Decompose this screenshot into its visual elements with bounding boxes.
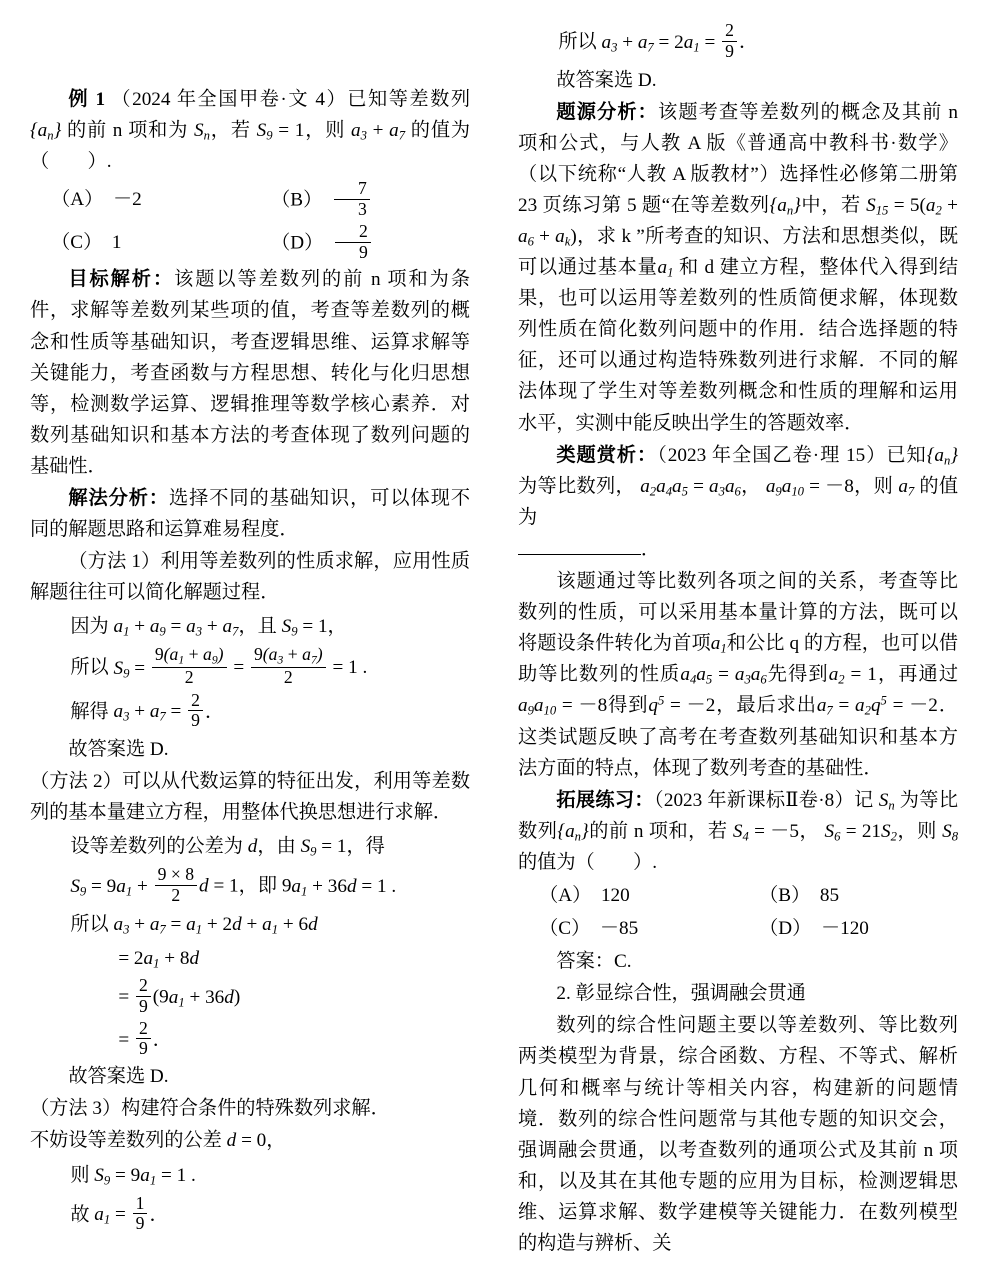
step-prefix: 设等差数列的公差为: [70, 836, 243, 858]
step-mid: ，且: [238, 616, 277, 638]
extension-label: 拓展练习：: [556, 789, 654, 811]
step-prefix: 所以: [70, 913, 109, 935]
method-2-step-6: = $\frac{2}{9}$ ．: [118, 1017, 172, 1059]
choice-a-label: （A）: [51, 189, 94, 210]
extension-text-2: 为等比数列: [518, 789, 959, 842]
right-column: [518, 10, 958, 1275]
extension-text-4: ，: [798, 820, 820, 842]
extension-choice-a-value: 120: [600, 884, 630, 906]
source-analysis-text-4: 和 d 建立方程，整体代入得到结果，也可以运用等差数列的性质简便求解，体现数列性质在简化数列问题中的作用．结合选择题的特征，还可以通过构造特殊数列进行求解．不同的解法体现了学生对等差数列概念和性质的理解和运用水平，实测中能反映出学生的答题效率．: [518, 257, 959, 434]
method-3-step-3: 故 $a_1$ = $\frac{1}{9}$ ．: [70, 1192, 169, 1234]
method-2-step-5: = $\frac{2}{9}$ $(9a_1 + 36d)$: [118, 975, 241, 1016]
similar-text-3: ，则: [853, 475, 894, 497]
step-prefix: 则: [70, 1164, 90, 1186]
extension-choice-a-label: （A）: [539, 884, 582, 906]
similar-analysis-1: 该题通过等比数列各项之间的关系，考查等比数列的性质，可以采用基本量计算的方法，既可以将题设条件转化为首项: [518, 571, 958, 655]
method-2-step-1: 设等差数列的公差为 d，由 $S_9 = 1$，得: [70, 836, 385, 859]
choice-c-label: （C）: [51, 231, 93, 253]
similar-analysis-2: 和公比 q 的方程，也可以借助等比数列的性质: [518, 633, 959, 686]
choice-d-value: $\frac{2}{9}$: [335, 222, 371, 263]
step-mid: ，即: [238, 876, 278, 898]
right-answer-d: 故答案选 D.: [556, 69, 657, 91]
step-suffix: ，得: [346, 836, 385, 858]
choice-b-label: （B）: [271, 189, 313, 211]
extension-choice-c-value: －85: [599, 918, 639, 940]
example-label: 例 1: [68, 89, 106, 110]
method-2-step-3: 所以 $a_3 + a_7 = a_1 + 2d + a_1 + 6d$: [70, 913, 318, 937]
choice-a-value: －2: [112, 189, 142, 210]
source-analysis-text-1: 该题考查等差数列的概念及其前 n 项和公式，与人教 A 版《普通高中教科书·数学》（以下统称“人教 A 版教材”）选择性必修第二册第 23 页练习第 5 题“在等差数列: [518, 101, 959, 216]
step-prefix: 故: [70, 1204, 90, 1226]
choice-row-ab: [30, 179, 470, 220]
method-1: [30, 546, 470, 608]
step-suffix: ，: [327, 616, 347, 638]
method-analysis-label: 解法分析：: [68, 488, 170, 509]
method-1-text: 利用等差数列的性质求解，应用性质解题往往可以简化解题过程．: [30, 551, 471, 604]
extension-choice-row-cd: [518, 913, 958, 944]
section-2-title: 2. 彰显综合性，强调融会贯通: [556, 983, 806, 1005]
source-analysis: 题源分析：该题考查等差数列的概念及其前 n 项和公式，与人教 A 版《普通高中教科书·数学》（以下统称“人教 A 版教材”）选择性必修第二册第 23 页练习第 5 题“在等差数列$\{a_n\}$中，若 $S_{15} = 5(a_2 + a_6 + a_k)$，求 k ”所考查的知识、方法和思想类似，既可以通过基本量$a_1$ 和 d 建立方程，整体代入得到结果，也可以运用等差数列的性质简便求解，体现数列性质在简化数列问题中的作用．结合选择题的特征，还可以通过构造特殊数列进行求解．不同的解法体现了学生对等差数列概念和性质的理解和运用水平，实测中能反映出学生的答题效率．: [518, 101, 959, 434]
extension-choice-c[interactable]: [518, 913, 738, 944]
method-3-label: （方法 3）: [30, 1098, 122, 1120]
method-1-step-3: 解得 $a_3 + a_7$ = $\frac{2}{9}$ ．: [70, 689, 225, 731]
method-3-step-1: 不妨设等差数列的公差 d = 0，: [30, 1130, 286, 1152]
source-analysis-text-3: ，求 k ”所考查的知识、方法和思想类似，既可以通过基本量: [518, 226, 959, 279]
example-text-5: 的值为（ ）.: [30, 120, 471, 173]
extension-choice-d-value: －120: [820, 918, 869, 940]
answer-d-2: 故答案选 D.: [68, 1066, 169, 1088]
similar-text-4: 的值为: [518, 475, 959, 528]
similar-problem: 类题赏析：（2023 年全国乙卷·理 15）已知$\{a_n\}$ 为等比数列， $a_2a_4a_5 = a_3a_6$， $a_9a_{10} = -8$，则 $a_7$ 的值为: [518, 444, 959, 528]
answer-label: 答案：: [556, 951, 614, 973]
extension-choice-row-ab: [518, 880, 958, 911]
extension-choice-d[interactable]: [738, 913, 958, 944]
choice-b-value: $\frac{7}{3}$: [334, 179, 370, 220]
source-analysis-text-2: 中，若: [800, 194, 861, 216]
method-2-text: 可以从代数运算的特征出发，利用等差数列的基本量建立方程，用整体代换思想进行求解．: [30, 771, 471, 824]
step-prefix: 解得: [70, 701, 109, 723]
similar-label: 类题赏析：: [556, 444, 658, 466]
extension-choice-b-label: （B）: [759, 884, 801, 906]
right-so-line: 所以 $a_3 + a_7 = 2a_1$ = $\frac{2}{9}$ ．: [558, 20, 759, 61]
extension-text-6: 的值为（ ）.: [518, 851, 658, 873]
method-analysis: [30, 483, 470, 545]
similar-analysis-5: 得到: [607, 695, 649, 717]
extension-choice-b-value: 85: [819, 884, 840, 906]
method-2-step-4: = $2a_1 + 8d$: [118, 948, 200, 971]
method-analysis-text: 选择不同的基础知识，可以体现不同的解题思路和运算难易程度．: [30, 488, 471, 541]
example-text-1: 已知等差数列: [347, 89, 471, 110]
method-2-step-2: $S_9 = 9a_1$ + $\frac{9 \times 8}{2}$ d = 1，即 $9a_1 + 36d = 1$ .: [70, 864, 397, 906]
extension-answer: [518, 946, 958, 977]
extension-text-3: 的前 n 项和，若: [588, 820, 728, 842]
source-analysis-label: 题源分析：: [556, 101, 658, 123]
extension-text-1: 记: [854, 789, 874, 811]
method-2: [30, 766, 470, 828]
choice-a[interactable]: [30, 184, 250, 215]
similar-analysis: 该题通过等比数列各项之间的关系，考查等比数列的性质，可以采用基本量计算的方法，既可以将题设条件转化为首项$a_1$和公比 q 的方程，也可以借助等比数列的性质$a_4a_5 = a_3a_6$先得到$a_2 = 1$，再通过$a_9a_{10} = -8$得到$q^5 = -2$，最后求出$a_7 = a_2q^5 = -2$．这类试题反映了高考在考查数列基础知识和基本方法方面的特点，体现了数列考查的基础性．: [518, 571, 959, 779]
step-prefix: 因为: [70, 616, 109, 638]
target-analysis-text: 该题以等差数列的前 n 项和为条件，求解等差数列某些项的值，考查等差数列的概念和性质等基础知识，考查逻辑思维、运算求解等关键能力，考查函数与方程思想、转化与化归思想等，检测数学运算、逻辑推理等数学核心素养．对数列基础知识和基本方法的考查体现了数列问题的基础性．: [30, 269, 471, 477]
answer-blank[interactable]: [518, 538, 641, 555]
step-prefix: 所以: [70, 657, 109, 679]
choice-d-label: （D）: [271, 232, 314, 254]
target-analysis: [30, 264, 470, 482]
extension-text-5: ，则: [896, 820, 937, 842]
choice-b[interactable]: [250, 179, 470, 220]
step-prefix: 不妨设等差数列的公差: [30, 1130, 222, 1152]
similar-analysis-6: ，最后求出: [715, 695, 817, 717]
section-2-text: 数列的综合性问题主要以等差数列、等比数列两类模型为背景，综合函数、方程、不等式、解析几何和概率与统计等相关内容，构建新的问题情境．数列的综合性问题常与其他专题的知识交会，强调融会贯通，以考查数列的通项公式及其前 n 项和，以及其在其他专题的应用为目标，检测逻辑思维、运算求解、数学建模等关键能力．在数列模型的构造与辨析、关: [518, 1015, 958, 1254]
method-1-step-2: 所以 $S_9$ = $\frac{9(a_1 + a_9)}{2}$ = $\frac{9(a_3 + a_7)}{2}$ = 1 .: [70, 644, 368, 687]
similar-text-1: 已知: [886, 444, 927, 466]
step-suffix: ，: [266, 1130, 286, 1152]
method-2-label: （方法 2）: [30, 771, 123, 793]
method-1-step-1: 因为 $a_1 + a_9 = a_3 + a_7$，且 $S_9 = 1$，: [70, 616, 347, 639]
choice-d[interactable]: [250, 222, 470, 263]
extension-choice-d-label: （D）: [759, 918, 802, 940]
choice-c[interactable]: [30, 227, 250, 258]
similar-analysis-4: ，再通过: [876, 664, 959, 686]
two-column-layout: [30, 10, 970, 1275]
similar-text-2: 为等比数列，: [518, 475, 636, 497]
method-3-step-2: 则 $S_9 = 9a_1 = 1$ .: [70, 1164, 196, 1188]
example-text-3: ，若: [209, 120, 251, 142]
method-3: [30, 1093, 470, 1124]
extension-practice: 拓展练习：（2023 年新课标Ⅱ卷·8）记 $S_n$ 为等比数列$\{a_n\}$的前 n 项和，若 $S_4 = -5$， $S_6 = 21S_2$，则 $S_8$ 的值为（ ）.: [518, 789, 959, 873]
similar-source: （2023 年全国乙卷·理 15）: [657, 444, 887, 466]
extension-choice-c-label: （C）: [539, 918, 581, 940]
choice-c-value: 1: [111, 231, 122, 253]
example-text-4: ，则: [304, 120, 346, 142]
similar-blank-line: ．: [518, 534, 958, 565]
extension-choice-a[interactable]: [518, 880, 738, 911]
example-problem: 例 1 （2024 年全国甲卷·文 4）已知等差数列$\{a_n\}$ 的前 n 项和为 $S_n$，若 $S_9 = 1$，则 $a_3 + a_7$ 的值为（ ）.: [30, 89, 471, 173]
step-prefix: 所以: [558, 31, 597, 53]
method-1-label: （方法 1）: [68, 551, 161, 573]
extension-choice-b[interactable]: [738, 880, 958, 911]
method-3-text: 构建符合条件的特殊数列求解．: [121, 1098, 390, 1120]
example-text-2: 的前 n 项和为: [66, 120, 189, 142]
extension-source: （2023 年新课标Ⅱ卷·8）: [653, 789, 855, 811]
similar-analysis-7: ．这类试题反映了高考在考查数列基础知识和基本方法方面的特点，体现了数列考查的基础性．: [518, 695, 959, 779]
answer-d-1: 故答案选 D.: [68, 739, 169, 761]
answer-value: C.: [613, 951, 632, 973]
similar-analysis-3: 先得到: [766, 664, 829, 686]
left-column: [30, 10, 470, 1275]
choice-row-cd: [30, 222, 470, 263]
target-analysis-label: 目标解析：: [68, 269, 175, 291]
step-mid: ，由: [257, 836, 296, 858]
example-source: （2024 年全国甲卷·文 4）: [111, 89, 348, 110]
